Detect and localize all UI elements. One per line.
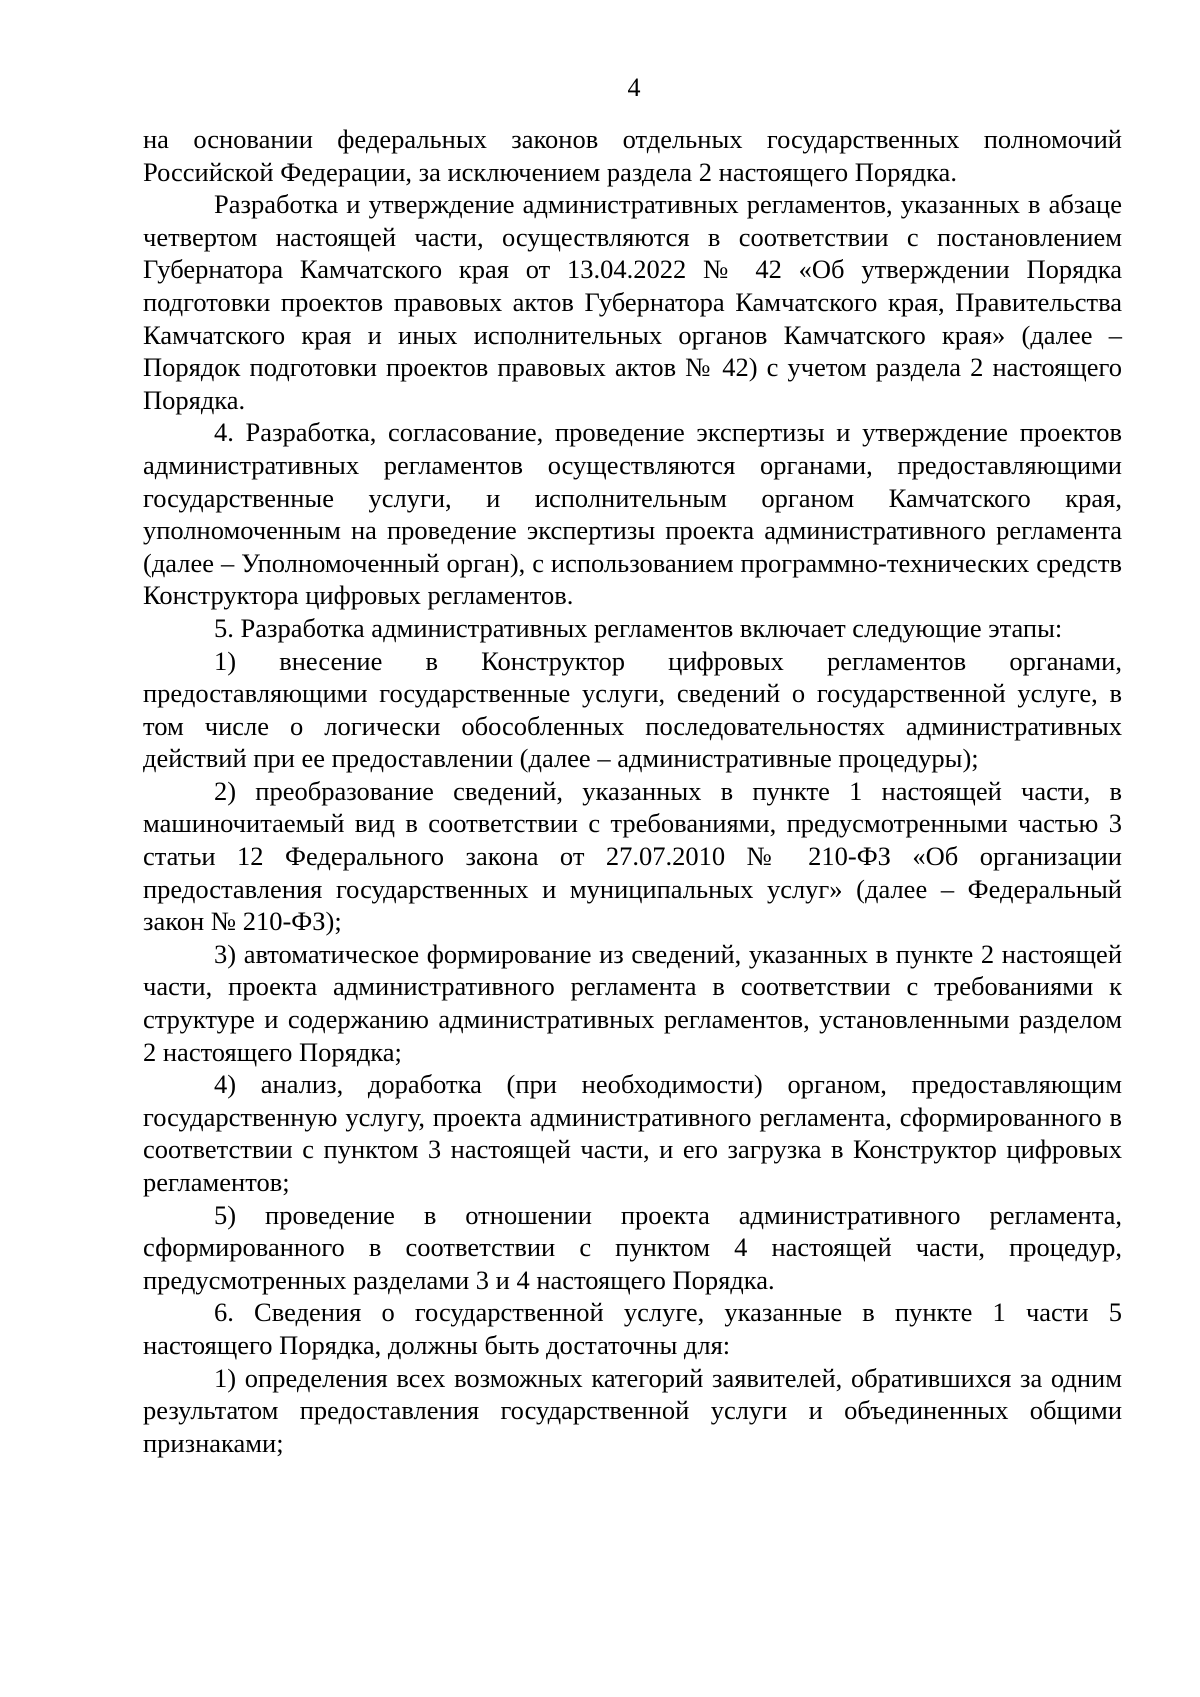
paragraph: Разработка и утверждение административных регламентов, указанных в абзаце четвертом настоящей части, осуществляются в соответствии с постановлением Губернатора Камчатского края от 13.04.2022 № 42 «Об утверждении Порядка подготовки проектов правовых актов Губернатора Камчатского края, Правительства Камчатского края и иных исполнительных органов Камчатского края» (далее – Порядок подготовки проектов правовых актов № 42) с учетом раздела 2 настоящего Порядка. — [143, 189, 1122, 415]
paragraph: 5. Разработка административных регламентов включает следующие этапы: — [214, 612, 1063, 643]
list-item: 4) анализ, доработка (при необходимости) органом, предоставляющим государственную услугу, проекта административного регламента, сформированного в соответствии с пунктом 3 настоящей части, и его загрузка в Конструктор цифровых регламентов; — [143, 1069, 1122, 1197]
paragraph: на основании федеральных законов отдельных государственных полномочий Российской Федерации, за исключением раздела 2 настоящего Порядка. — [143, 124, 1122, 187]
page-number: 4 — [627, 73, 641, 102]
list-item: 2) преобразование сведений, указанных в пункте 1 настоящей части, в машиночитаемый вид в соответствии с требованиями, предусмотренными частью 3 статьи 12 Федерального закона от 27.07.2010 № 210-ФЗ «Об организации предоставления государственных и муниципальных услуг» (далее – Федеральный закон № 210-ФЗ); — [143, 775, 1122, 937]
list-item: 5) проведение в отношении проекта административного регламента, сформированного в соответствии с пунктом 4 настоящей части, процедур, предусмотренных разделами 3 и 4 настоящего Порядка. — [143, 1199, 1122, 1295]
list-item: 1) определения всех возможных категорий заявителей, обратившихся за одним результатом предоставления государственной услуги и объединенных общими признаками; — [143, 1362, 1122, 1458]
paragraph: 6. Сведения о государственной услуге, указанные в пункте 1 части 5 настоящего Порядка, должны быть достаточны для: — [143, 1297, 1122, 1360]
document-body — [143, 123, 1122, 1459]
paragraph: 4. Разработка, согласование, проведение экспертизы и утверждение проектов административных регламентов осуществляются органами, предоставляющими государственные услуги, и исполнительным органом Камчатского края, уполномоченным на проведение экспертизы проекта административного регламента (далее – Уполномоченный орган), с использованием программно-технических средств Конструктора цифровых регламентов. — [143, 417, 1122, 611]
list-item: 3) автоматическое формирование из сведений, указанных в пункте 2 настоящей части, проекта административного регламента в соответствии с требованиями к структуре и содержанию административных регламентов, установленными разделом 2 настоящего Порядка; — [143, 938, 1122, 1067]
list-item: 1) внесение в Конструктор цифровых регламентов органами, предоставляющими государственные услуги, сведений о государственной услуге, в том числе о логически обособленных последовательностях административных действий при ее предоставлении (далее – административные процедуры); — [143, 645, 1122, 774]
